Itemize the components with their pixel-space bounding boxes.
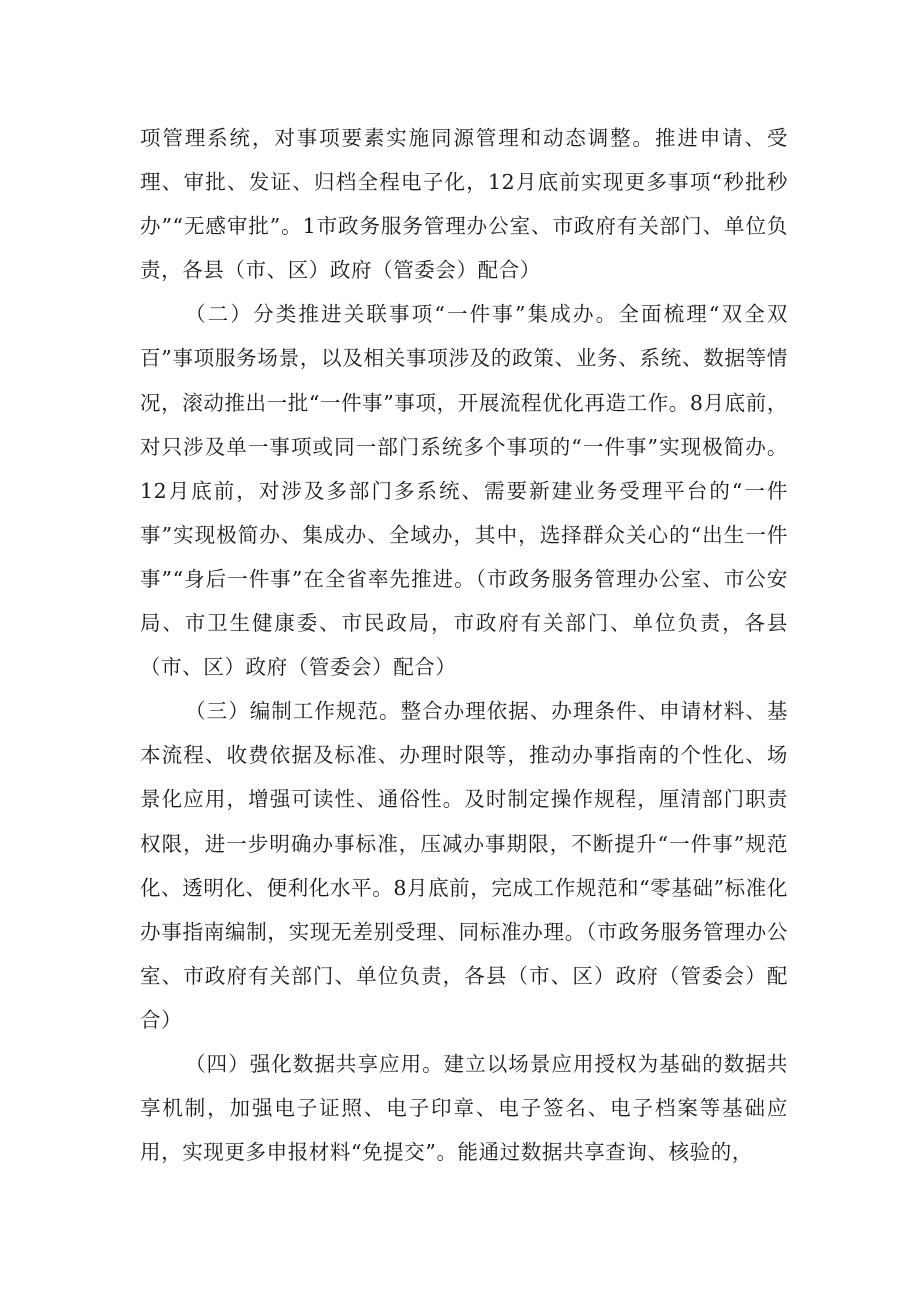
document-body: [140, 116, 788, 1174]
paragraph-continuation: 项管理系统，对事项要素实施同源管理和动态调整。推进申请、受理、审批、发证、归档全程电子化，12月底前实现更多事项“秒批秒办”“无感审批”。1市政务服务管理办公室、市政府有关部门、单位负责，各县（市、区）政府（管委会）配合）: [140, 126, 788, 283]
paragraph-section-2: （二）分类推进关联事项“一件事”集成办。全面梳理“双全双百”事项服务场景，以及相关事项涉及的政策、业务、系统、数据等情况，滚动推出一批“一件事”事项，开展流程优化再造工作。8月底前，对只涉及单一事项或同一部门系统多个事项的“一件事”实现极简办。12月底前，对涉及多部门多系统、需要新建业务受理平台的“一件事”实现极简办、集成办、全域办，其中，选择群众关心的“出生一件事”“身后一件事”在全省率先推进。（市政务服务管理办公室、市公安局、市卫生健康委、市民政局，市政府有关部门、单位负责，各县（市、区）政府（管委会）配合）: [140, 302, 788, 680]
paragraph-section-4: （四）强化数据共享应用。建立以场景应用授权为基础的数据共享机制，加强电子证照、电子印章、电子签名、电子档案等基础应用，实现更多申报材料“免提交”。能通过数据共享查询、核验的，: [140, 1051, 788, 1165]
paragraph-section-3: （三）编制工作规范。整合办理依据、办理条件、申请材料、基本流程、收费依据及标准、办理时限等，推动办事指南的个性化、场景化应用，增强可读性、通俗性。及时制定操作规程，厘清部门职责权限，进一步明确办事标准，压减办事期限，不断提升“一件事”规范化、透明化、便利化水平。8月底前，完成工作规范和“零基础”标准化办事指南编制，实现无差别受理、同标准办理。（市政务服务管理办公室、市政府有关部门、单位负责，各县（市、区）政府（管委会）配合）: [140, 699, 788, 1032]
